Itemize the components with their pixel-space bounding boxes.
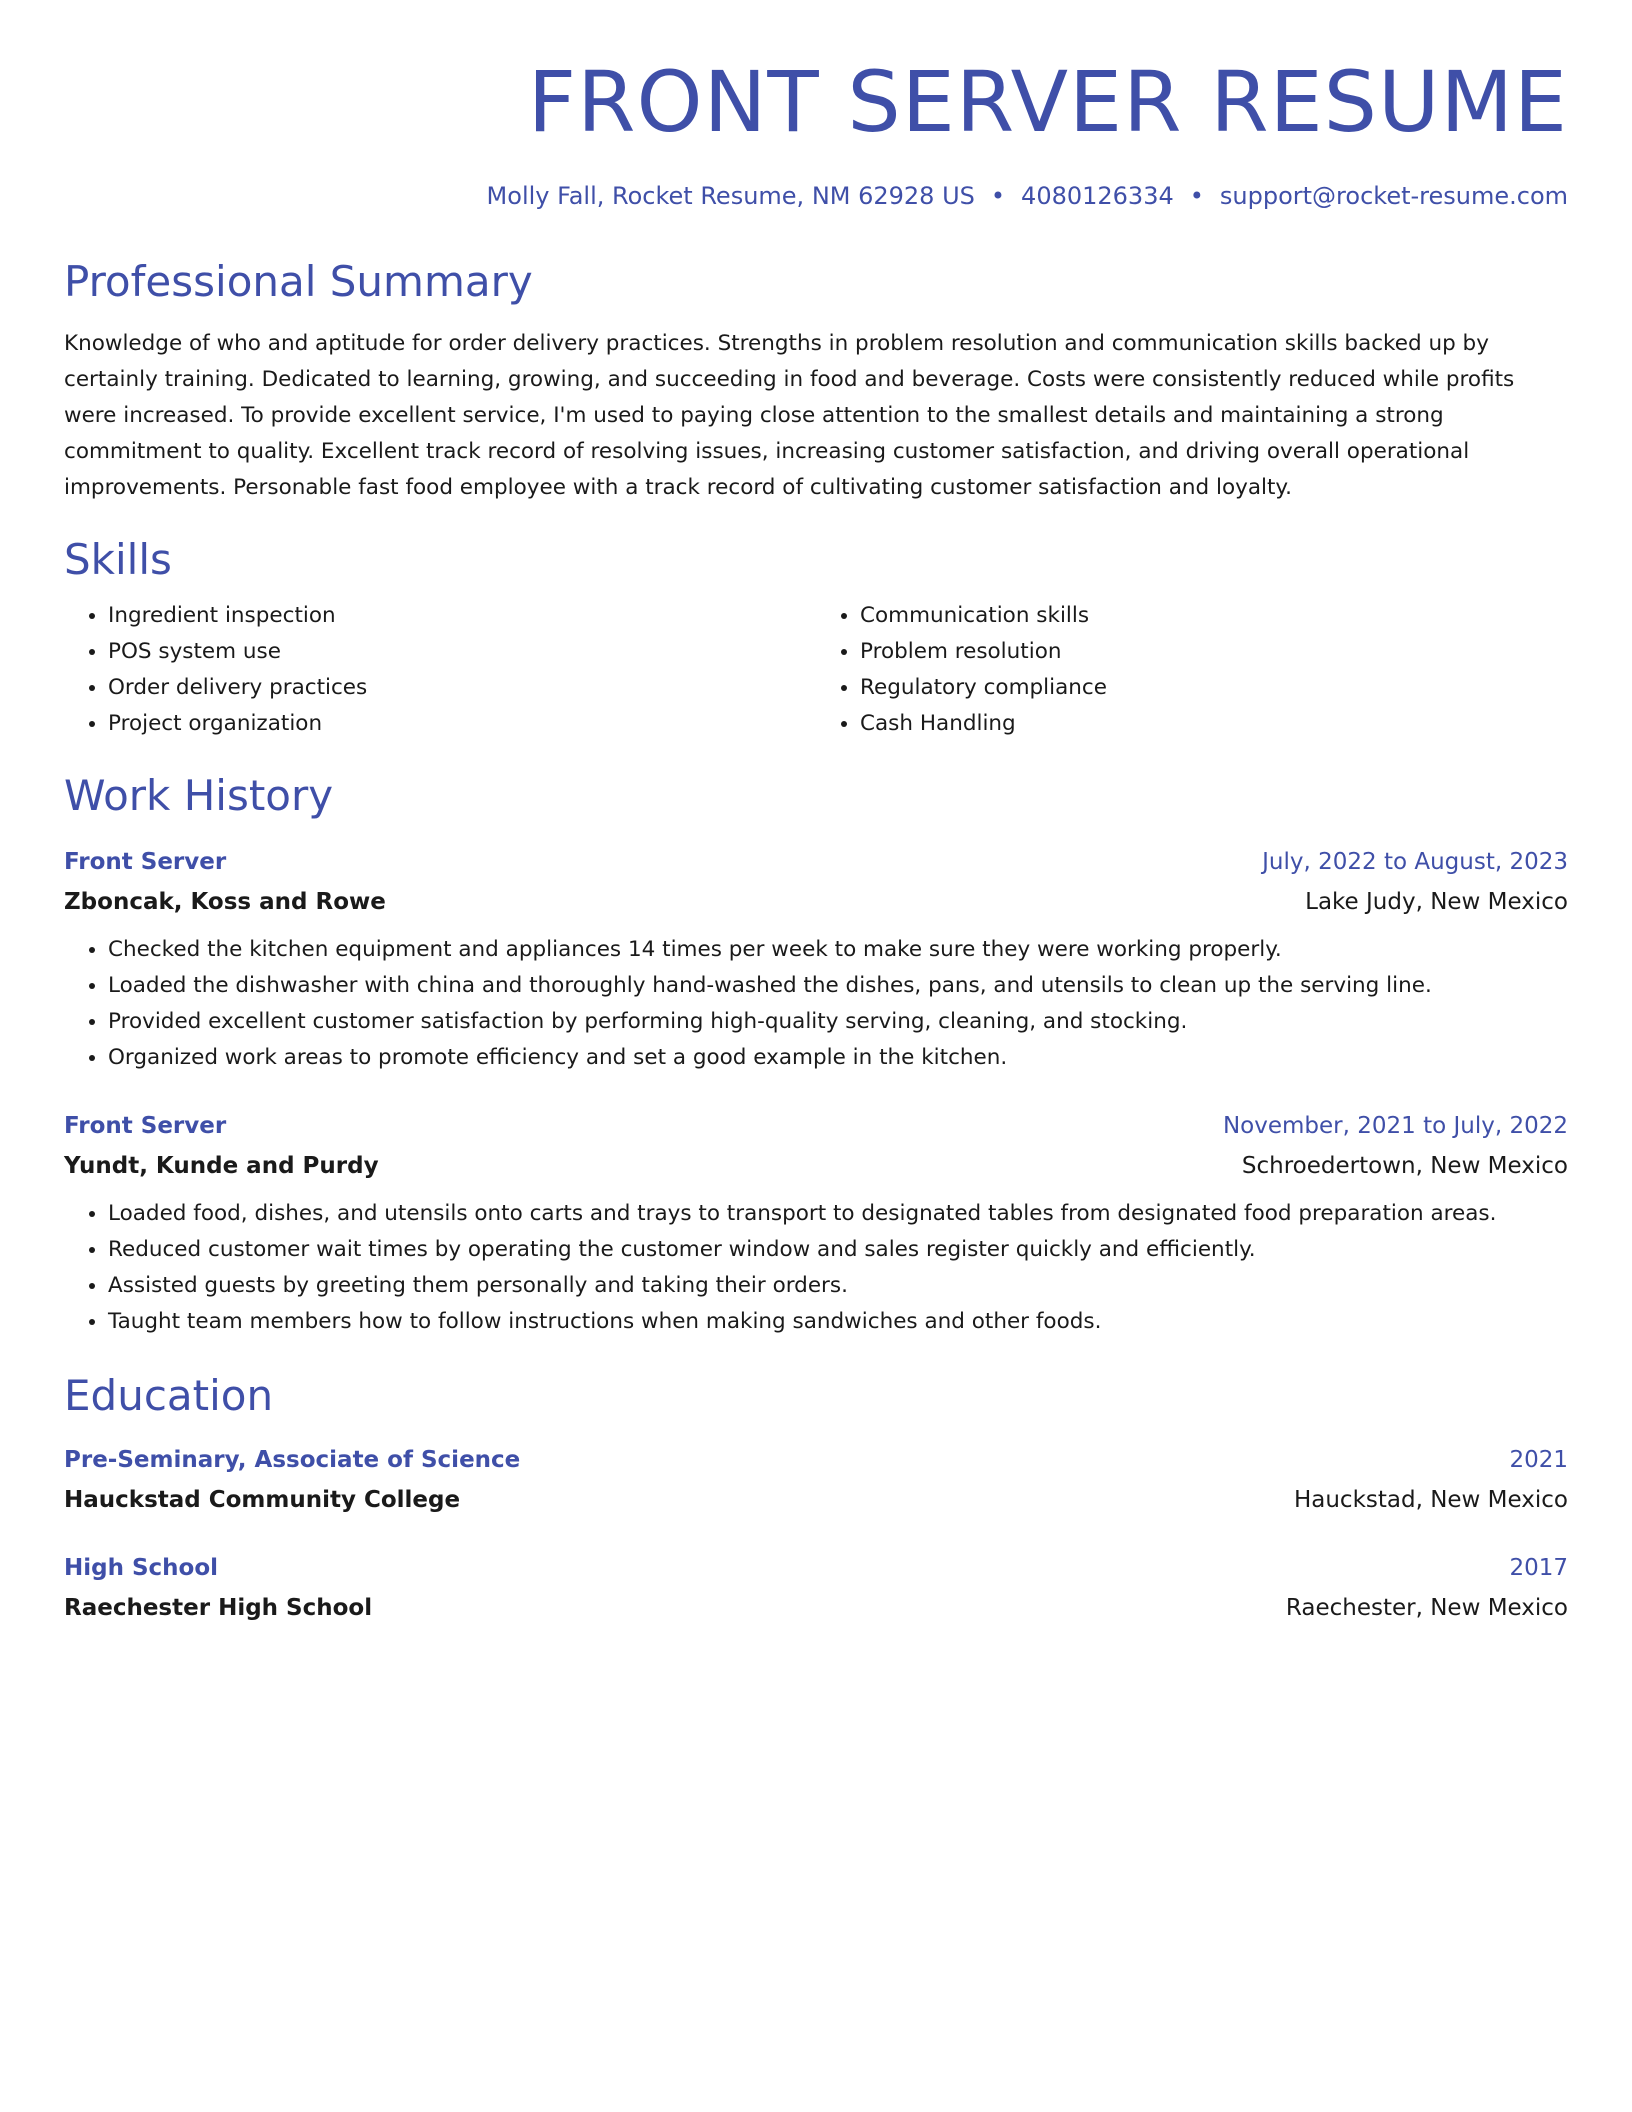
education-school: Hauckstad Community College <box>64 1487 461 1513</box>
contact-separator: • <box>1189 182 1204 210</box>
education-school-row <box>64 1480 1568 1520</box>
job-role: Front Server <box>64 849 227 875</box>
contact-phone: 4080126334 <box>1021 182 1174 210</box>
education-degree: Pre-Seminary, Associate of Science <box>64 1447 521 1473</box>
education-entry <box>64 1548 1568 1628</box>
job-company: Yundt, Kunde and Purdy <box>64 1153 379 1179</box>
education-degree: High School <box>64 1555 219 1581</box>
contact-email: support@rocket-resume.com <box>1219 182 1568 210</box>
job-header-row <box>64 1106 1568 1146</box>
job-org-row <box>64 882 1568 922</box>
education-header-row <box>64 1548 1568 1588</box>
job-bullet: • Organized work areas to promote efficiency and set a good example in the kitchen. <box>108 1040 1568 1076</box>
education-school-row <box>64 1588 1568 1628</box>
education-header-row <box>64 1440 1568 1480</box>
skills-heading: Skills <box>64 535 172 584</box>
summary-heading: Professional Summary <box>64 257 533 306</box>
job-role: Front Server <box>64 1113 227 1139</box>
contact-separator: • <box>990 182 1006 210</box>
skill-item: • POS system use <box>108 634 816 670</box>
job-bullet: • Reduced customer wait times by operating the customer window and sales register quickly and efficiently. <box>108 1232 1568 1268</box>
job-org-row <box>64 1146 1568 1186</box>
summary-text: Knowledge of who and aptitude for order delivery practices. Strengths in problem resolution and communication skills backed up by certainly training. Dedicated to learning, growing, and succeeding in food and beverage. Costs were consistently reduced while profits were increased. To provide excellent service, I'm used to paying close attention to the smallest details and maintaining a strong commitment to quality. Excellent track record of resolving issues, increasing customer satisfaction, and driving overall operational improvements. Personable fast food employee with a track record of cultivating customer satisfaction and loyalty. <box>64 331 1515 500</box>
education-year: 2017 <box>1509 1555 1568 1581</box>
job-bullets <box>64 1196 1568 1340</box>
job-bullet: • Checked the kitchen equipment and appliances 14 times per week to make sure they were working properly. <box>108 932 1568 968</box>
job-bullets <box>64 932 1568 1076</box>
job-dates: July, 2022 to August, 2023 <box>1262 849 1568 875</box>
skill-item: • Project organization <box>108 706 816 742</box>
skill-item: • Problem resolution <box>860 634 1568 670</box>
education-location: Raechester, New Mexico <box>1285 1595 1568 1621</box>
job-bullet: • Provided excellent customer satisfaction by performing high-quality serving, cleaning, and stocking. <box>108 1004 1568 1040</box>
education-year: 2021 <box>1509 1447 1568 1473</box>
job-bullet: • Loaded food, dishes, and utensils onto carts and trays to transport to designated tables from designated food preparation areas. <box>108 1196 1568 1232</box>
job-company: Zboncak, Koss and Rowe <box>64 889 386 915</box>
education-school: Raechester High School <box>64 1595 373 1621</box>
education-location: Hauckstad, New Mexico <box>1293 1487 1568 1513</box>
job-entry <box>64 1106 1568 1340</box>
work-history-heading: Work History <box>64 771 334 820</box>
job-bullet: • Loaded the dishwasher with china and thoroughly hand-washed the dishes, pans, and utensils to clean up the serving line. <box>108 968 1568 1004</box>
skill-item: • Cash Handling <box>860 706 1568 742</box>
skill-item: • Regulatory compliance <box>860 670 1568 706</box>
skill-item: • Ingredient inspection <box>108 598 816 634</box>
skill-item: • Order delivery practices <box>108 670 816 706</box>
job-header-row <box>64 842 1568 882</box>
education-heading: Education <box>64 1371 274 1420</box>
job-location: Lake Judy, New Mexico <box>1305 889 1568 915</box>
skills-list <box>64 598 1568 742</box>
job-location: Schroedertown, New Mexico <box>1241 1153 1568 1179</box>
resume-title: FRONT SERVER RESUME <box>527 53 1568 151</box>
education-entry <box>64 1440 1568 1520</box>
job-dates: November, 2021 to July, 2022 <box>1222 1113 1568 1139</box>
skill-item: • Communication skills <box>860 598 1568 634</box>
job-entry <box>64 842 1568 1076</box>
job-bullet: • Taught team members how to follow instructions when making sandwiches and other foods. <box>108 1304 1568 1340</box>
contact-address: Molly Fall, Rocket Resume, NM 62928 US <box>486 182 975 210</box>
job-bullet: • Assisted guests by greeting them personally and taking their orders. <box>108 1268 1568 1304</box>
skills-column-right <box>816 598 1568 742</box>
contact-line <box>64 180 1568 212</box>
skills-column-left <box>64 598 816 742</box>
